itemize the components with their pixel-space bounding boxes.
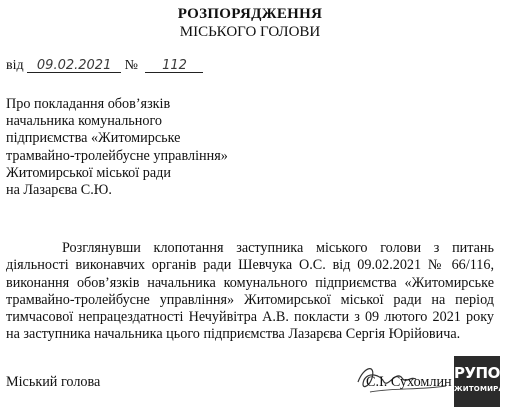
subject-line: начальника комунального	[6, 113, 163, 130]
number-value: 112	[162, 58, 187, 73]
subject-line: підприємства «Житомирське	[6, 130, 181, 147]
subject-block	[6, 96, 228, 199]
document-subtitle: МІСЬКОГО ГОЛОВИ	[179, 24, 321, 40]
number-underline	[145, 59, 203, 73]
signatory-name: С.І. Сухомлин	[366, 374, 452, 390]
subject-line: трамвайно-тролейбусне управління»	[6, 147, 228, 164]
document-title: РОЗПОРЯДЖЕННЯ	[177, 6, 323, 22]
watermark-line-2: ЖИТОМИРА	[454, 385, 505, 393]
watermark-line-1: РУПОР	[454, 364, 510, 382]
date-underline	[27, 59, 121, 73]
number-sign: №	[124, 58, 138, 73]
subject-line: Житомирської міської ради	[6, 164, 171, 181]
body-paragraph: Розглянувши клопотання заступника міського голови з питань діяльності виконавчих органів ради Шевчука О.С. від 09.02.2021 № 66/116, виконання обов’язків начальника комунального підприємства «Житомирське трамвайно-тролейбусне управління» Житомирської міської ради на період тимчасової непрацездатності Нечуйвітра А.В. покласти з 09 лютого 2021 року на заступника начальника цього підприємства Лазарєва Сергія Юрійовича.	[6, 240, 494, 343]
subject-line: Про покладання обов’язків	[6, 96, 171, 112]
subject-line: на Лазарєва С.Ю.	[6, 182, 112, 199]
watermark-logo	[454, 356, 510, 407]
signatory-position: Міський голова	[6, 374, 101, 390]
date-prefix: від	[6, 58, 24, 73]
date-number-line	[6, 58, 203, 74]
date-value: 09.02.2021	[36, 58, 112, 73]
